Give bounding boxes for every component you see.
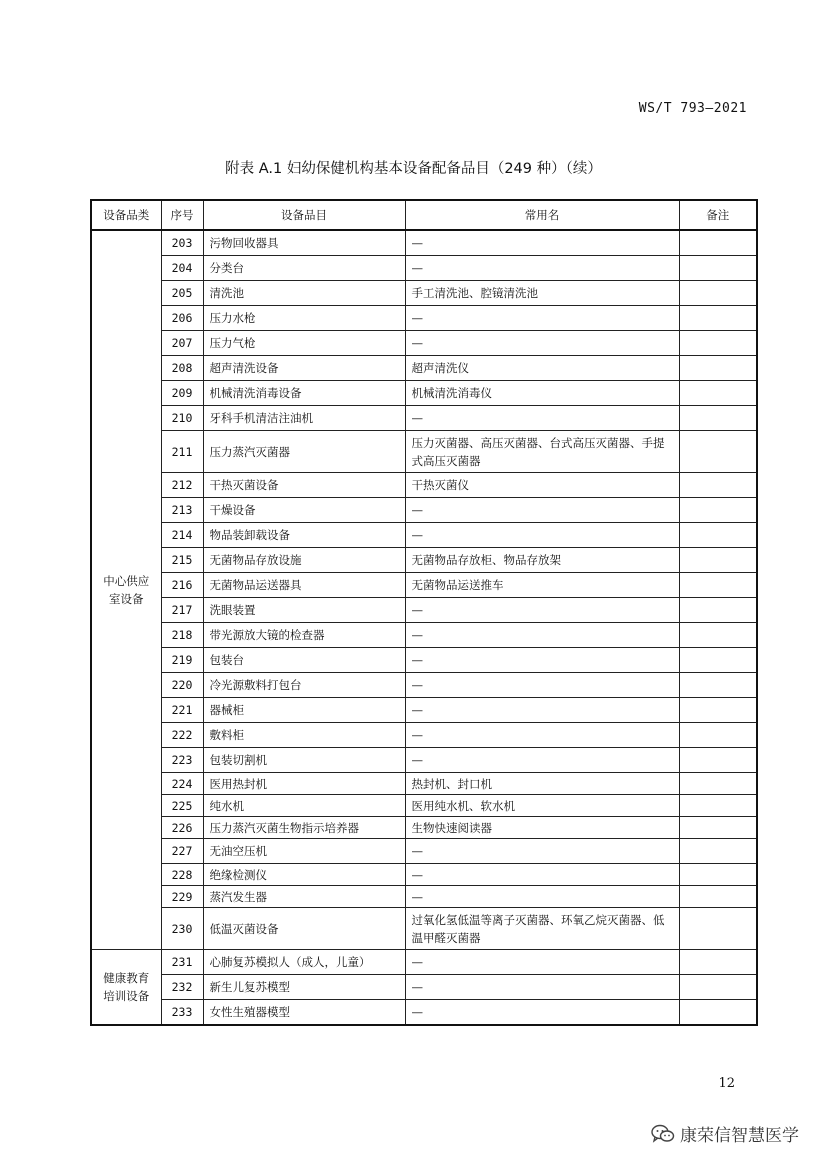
no-cell: 228: [161, 864, 203, 886]
no-cell: 214: [161, 523, 203, 548]
item-cell: 干热灭菌设备: [203, 473, 405, 498]
no-cell: 216: [161, 573, 203, 598]
remark-cell: [679, 795, 757, 817]
common-name-cell: 无菌物品存放柜、物品存放架: [405, 548, 679, 573]
no-cell: 230: [161, 908, 203, 950]
table-row: [91, 356, 757, 381]
common-name-cell: —: [405, 723, 679, 748]
standard-code: WS/T 793—2021: [638, 101, 747, 116]
remark-cell: [679, 573, 757, 598]
no-cell: 233: [161, 1000, 203, 1026]
common-name-cell: —: [405, 623, 679, 648]
table-row: [91, 406, 757, 431]
common-name-cell: —: [405, 839, 679, 864]
item-cell: 压力气枪: [203, 331, 405, 356]
table-row: [91, 648, 757, 673]
no-cell: 231: [161, 950, 203, 975]
common-name-cell: 机械清洗消毒仪: [405, 381, 679, 406]
table-row: [91, 230, 757, 256]
common-name-cell: 生物快速阅读器: [405, 817, 679, 839]
table-row: [91, 748, 757, 773]
no-cell: 217: [161, 598, 203, 623]
table-title: 附表 A.1 妇幼保健机构基本设备配备品目（249 种）（续）: [225, 161, 602, 177]
no-cell: 218: [161, 623, 203, 648]
item-cell: 女性生殖器模型: [203, 1000, 405, 1026]
common-name-cell: 压力灭菌器、高压灭菌器、台式高压灭菌器、手提式高压灭菌器: [405, 431, 679, 473]
table-row: [91, 795, 757, 817]
remark-cell: [679, 817, 757, 839]
remark-cell: [679, 331, 757, 356]
remark-cell: [679, 548, 757, 573]
table-row: [91, 306, 757, 331]
item-cell: 压力蒸汽灭菌生物指示培养器: [203, 817, 405, 839]
common-name-cell: 过氧化氢低温等离子灭菌器、环氧乙烷灭菌器、低温甲醛灭菌器: [405, 908, 679, 950]
remark-cell: [679, 723, 757, 748]
table-row: [91, 473, 757, 498]
item-cell: 超声清洗设备: [203, 356, 405, 381]
common-name-cell: —: [405, 598, 679, 623]
remark-cell: [679, 886, 757, 908]
no-cell: 225: [161, 795, 203, 817]
remark-cell: [679, 281, 757, 306]
remark-cell: [679, 306, 757, 331]
no-cell: 220: [161, 673, 203, 698]
remark-cell: [679, 473, 757, 498]
header-common-name: 常用名: [405, 200, 679, 230]
item-cell: 物品装卸载设备: [203, 523, 405, 548]
remark-cell: [679, 1000, 757, 1026]
page-number: 12: [718, 1076, 735, 1091]
common-name-cell: —: [405, 648, 679, 673]
table-row: [91, 498, 757, 523]
common-name-cell: —: [405, 523, 679, 548]
no-cell: 204: [161, 256, 203, 281]
item-cell: 污物回收器具: [203, 230, 405, 256]
no-cell: 208: [161, 356, 203, 381]
common-name-cell: —: [405, 306, 679, 331]
table-row: [91, 839, 757, 864]
item-cell: 纯水机: [203, 795, 405, 817]
item-cell: 压力水枪: [203, 306, 405, 331]
remark-cell: [679, 975, 757, 1000]
item-cell: 包装切割机: [203, 748, 405, 773]
no-cell: 213: [161, 498, 203, 523]
common-name-cell: —: [405, 331, 679, 356]
no-cell: 223: [161, 748, 203, 773]
category-label-line: 室设备: [109, 592, 144, 606]
common-name-cell: —: [405, 498, 679, 523]
common-name-cell: —: [405, 886, 679, 908]
no-cell: 219: [161, 648, 203, 673]
wechat-icon: [650, 1124, 676, 1144]
remark-cell: [679, 381, 757, 406]
table-row: [91, 598, 757, 623]
table-row: [91, 817, 757, 839]
no-cell: 221: [161, 698, 203, 723]
item-cell: 包装台: [203, 648, 405, 673]
item-cell: 心肺复苏模拟人（成人，儿童）: [203, 950, 405, 975]
common-name-cell: 超声清洗仪: [405, 356, 679, 381]
remark-cell: [679, 773, 757, 795]
common-name-cell: 干热灭菌仪: [405, 473, 679, 498]
no-cell: 206: [161, 306, 203, 331]
table-body: [91, 230, 757, 1025]
table-row: [91, 698, 757, 723]
table-row: [91, 864, 757, 886]
common-name-cell: 热封机、封口机: [405, 773, 679, 795]
item-cell: 无油空压机: [203, 839, 405, 864]
no-cell: 227: [161, 839, 203, 864]
remark-cell: [679, 950, 757, 975]
common-name-cell: 手工清洗池、腔镜清洗池: [405, 281, 679, 306]
table-row: [91, 623, 757, 648]
common-name-cell: —: [405, 406, 679, 431]
no-cell: 226: [161, 817, 203, 839]
item-cell: 牙科手机清洁注油机: [203, 406, 405, 431]
remark-cell: [679, 431, 757, 473]
no-cell: 212: [161, 473, 203, 498]
watermark-text: 康荣信智慧医学: [680, 1126, 799, 1146]
remark-cell: [679, 230, 757, 256]
no-cell: 222: [161, 723, 203, 748]
no-cell: 232: [161, 975, 203, 1000]
table-row: [91, 573, 757, 598]
header-remark: 备注: [679, 200, 757, 230]
table-row: [91, 1000, 757, 1026]
common-name-cell: —: [405, 230, 679, 256]
table-row: [91, 723, 757, 748]
common-name-cell: —: [405, 1000, 679, 1026]
remark-cell: [679, 256, 757, 281]
common-name-cell: 无菌物品运送推车: [405, 573, 679, 598]
table-row: [91, 975, 757, 1000]
no-cell: 215: [161, 548, 203, 573]
common-name-cell: —: [405, 864, 679, 886]
item-cell: 洗眼装置: [203, 598, 405, 623]
remark-cell: [679, 406, 757, 431]
common-name-cell: —: [405, 975, 679, 1000]
category-label-line: 健康教育: [103, 971, 150, 985]
item-cell: 机械清洗消毒设备: [203, 381, 405, 406]
remark-cell: [679, 498, 757, 523]
table-row: [91, 331, 757, 356]
common-name-cell: —: [405, 673, 679, 698]
item-cell: 无菌物品运送器具: [203, 573, 405, 598]
item-cell: 医用热封机: [203, 773, 405, 795]
item-cell: 清洗池: [203, 281, 405, 306]
category-label-line: 培训设备: [103, 989, 150, 1003]
remark-cell: [679, 523, 757, 548]
table-row: [91, 256, 757, 281]
no-cell: 203: [161, 230, 203, 256]
item-cell: 蒸汽发生器: [203, 886, 405, 908]
no-cell: 224: [161, 773, 203, 795]
category-cell: [91, 950, 161, 1026]
remark-cell: [679, 839, 757, 864]
table-row: [91, 431, 757, 473]
item-cell: 绝缘检测仪: [203, 864, 405, 886]
no-cell: 205: [161, 281, 203, 306]
common-name-cell: —: [405, 950, 679, 975]
item-cell: 新生儿复苏模型: [203, 975, 405, 1000]
table-row: [91, 281, 757, 306]
table-row: [91, 523, 757, 548]
table-row: [91, 673, 757, 698]
remark-cell: [679, 673, 757, 698]
table-row: [91, 773, 757, 795]
item-cell: 低温灭菌设备: [203, 908, 405, 950]
common-name-cell: —: [405, 256, 679, 281]
table-header-row: [91, 200, 757, 230]
remark-cell: [679, 864, 757, 886]
equipment-table: [90, 199, 758, 1026]
watermark: [650, 1121, 799, 1146]
category-label: [98, 969, 155, 1005]
table-row: [91, 908, 757, 950]
table-row: [91, 548, 757, 573]
item-cell: 分类台: [203, 256, 405, 281]
remark-cell: [679, 748, 757, 773]
item-cell: 敷料柜: [203, 723, 405, 748]
no-cell: 229: [161, 886, 203, 908]
header-no: 序号: [161, 200, 203, 230]
remark-cell: [679, 908, 757, 950]
table-row: [91, 950, 757, 975]
no-cell: 210: [161, 406, 203, 431]
table-row: [91, 381, 757, 406]
header-item: 设备品目: [203, 200, 405, 230]
no-cell: 207: [161, 331, 203, 356]
common-name-cell: —: [405, 698, 679, 723]
item-cell: 带光源放大镜的检查器: [203, 623, 405, 648]
item-cell: 冷光源敷料打包台: [203, 673, 405, 698]
item-cell: 压力蒸汽灭菌器: [203, 431, 405, 473]
header-category: 设备品类: [91, 200, 161, 230]
category-label-line: 中心供应: [103, 574, 150, 588]
remark-cell: [679, 623, 757, 648]
remark-cell: [679, 698, 757, 723]
remark-cell: [679, 648, 757, 673]
remark-cell: [679, 356, 757, 381]
common-name-cell: —: [405, 748, 679, 773]
item-cell: 器械柜: [203, 698, 405, 723]
item-cell: 干燥设备: [203, 498, 405, 523]
remark-cell: [679, 598, 757, 623]
no-cell: 211: [161, 431, 203, 473]
category-cell: [91, 230, 161, 950]
table-row: [91, 886, 757, 908]
category-label: [98, 572, 155, 608]
common-name-cell: 医用纯水机、软水机: [405, 795, 679, 817]
item-cell: 无菌物品存放设施: [203, 548, 405, 573]
no-cell: 209: [161, 381, 203, 406]
